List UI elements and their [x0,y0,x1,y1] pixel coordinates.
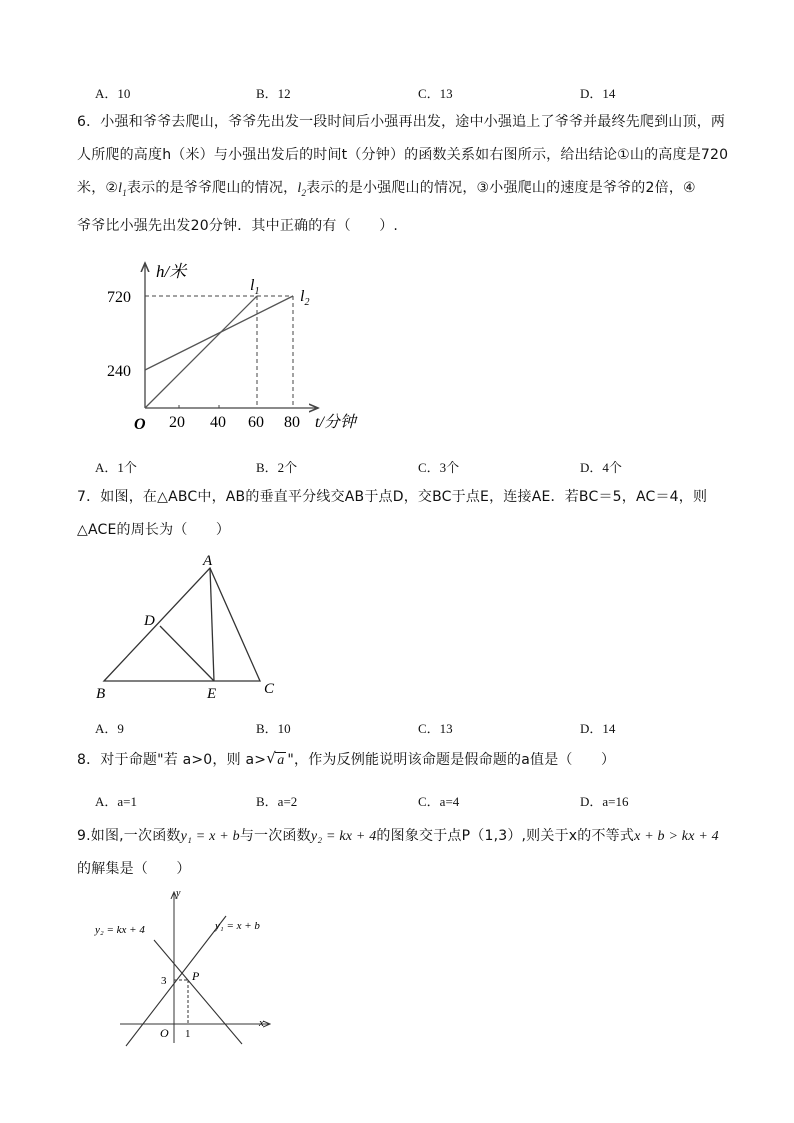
q7-label-c: C [264,681,275,697]
q7-label-b: B [96,686,106,702]
q6-x-tick-20: 20 [169,414,185,431]
q6-l2-symbol: $l_2$ [297,181,307,198]
q8-option-d: D．a=16 [580,794,629,809]
q9-inequality: x + b > kx + 4 [634,829,719,844]
q7-label-e: E [207,686,217,702]
q7-segment-de [160,626,214,681]
q6-y-tick-240: 240 [107,363,131,380]
q9-y-label: y [176,888,181,899]
q9-point-p: P [192,969,200,983]
q7-triangle-abc [104,568,260,681]
q9-tick-1: 1 [185,1028,191,1040]
q6-option-d: D．4个 [580,460,622,475]
q8-sqrt: √ a [266,749,285,768]
q6-origin-label: O [134,416,146,433]
q7-option-c: C．13 [418,721,453,736]
q6-y-axis-label: h/米 [156,262,187,281]
q6-x-tick-80: 80 [284,414,300,431]
question-7 [77,481,747,547]
q6-option-b: B．2个 [256,460,298,475]
q7-label-d: D [144,613,155,629]
q6-line-3a: 米，② [77,180,119,196]
q7-segment-ae [210,568,214,681]
q6-label-l2: $l_2$ [300,288,310,308]
q6-option-c: C．3个 [418,460,460,475]
question-8 [77,744,747,777]
q7-option-d: D．14 [580,721,616,736]
q8-text-a: 8．对于命题"若 a>0，则 a> [77,752,267,768]
q6-line-1: 6．小强和爷爷去爬山，爷爷先出发一段时间后小强再出发，途中小强追上了爷爷并最终先爬到山顶，两 [77,114,726,130]
q7-label-a: A [203,553,213,569]
q6-option-a: A．1个 [95,460,137,475]
q8-option-b: B．a=2 [256,794,298,809]
q8-line-1 [77,744,747,777]
q9-graph [90,888,290,1048]
q6-label-l1: $l_1$ [250,277,260,297]
question-9 [77,820,747,886]
q9-tick-3: 3 [161,975,167,987]
q7-line-2: △ACE的周长为（ ） [77,522,231,538]
q6-line-3c: 表示的是小强爬山的情况，③小强爬山的速度是爷爷的2倍，④ [306,180,696,196]
q6-line-3b: 表示的是爷爷爬山的情况， [126,180,298,196]
q8-text-b: "，作为反例能说明该命题是假命题的a值是（ ） [287,752,616,768]
q5-option-a: A．10 [95,86,131,101]
question-6 [77,106,747,243]
q5-option-d: D．14 [580,86,616,101]
q9-label-y1: y₁ = x + b [215,920,260,932]
q7-option-b: B．10 [256,721,291,736]
q6-line-3 [77,172,747,210]
q9-origin-label: O [160,1026,169,1040]
q6-line-l1 [145,296,257,408]
q5-option-c: C．13 [418,86,453,101]
q6-line-4: 爷爷比小强先出发20分钟．其中正确的有（ ）. [77,217,399,234]
q6-x-tick-40: 40 [210,414,226,431]
q7-triangle-figure [90,550,290,705]
q8-option-a: A．a=1 [95,794,137,809]
q9-func1: y₁ = x + b [180,829,240,844]
q9-x-label: x [259,1017,264,1029]
q6-x-tick-60: 60 [248,414,264,431]
q9-func2: y₂ = kx + 4 [310,829,377,844]
q6-x-axis-label: t/分钟 [315,414,356,431]
q9-line-2: 的解集是（ ） [77,861,191,877]
q9-line-1: 9.如图,一次函数y₁ = x + b与一次函数y₂ = kx + 4的图象交于点P（1,3）,则关于x的不等式x + b > kx + 4 [77,828,719,844]
q6-graph [100,255,370,440]
q7-line-1: 7．如图，在△ABC中，AB的垂直平分线交AB于点D，交BC于点E，连接AE．若BC＝5，AC＝4，则 [77,489,708,505]
q6-l1-symbol: $l_1$ [118,181,127,198]
q5-option-b: B．12 [256,86,291,101]
q7-option-a: A．9 [95,721,124,736]
q6-line-l2 [145,296,293,370]
q9-label-y2: y₂ = kx + 4 [95,924,145,936]
q6-line-2: 人所爬的高度h（米）与小强出发后的时间t（分钟）的函数关系如右图所示，给出结论①山的高度是720 [77,147,729,163]
q6-y-tick-720: 720 [107,289,131,306]
q8-option-c: C．a=4 [418,794,460,809]
